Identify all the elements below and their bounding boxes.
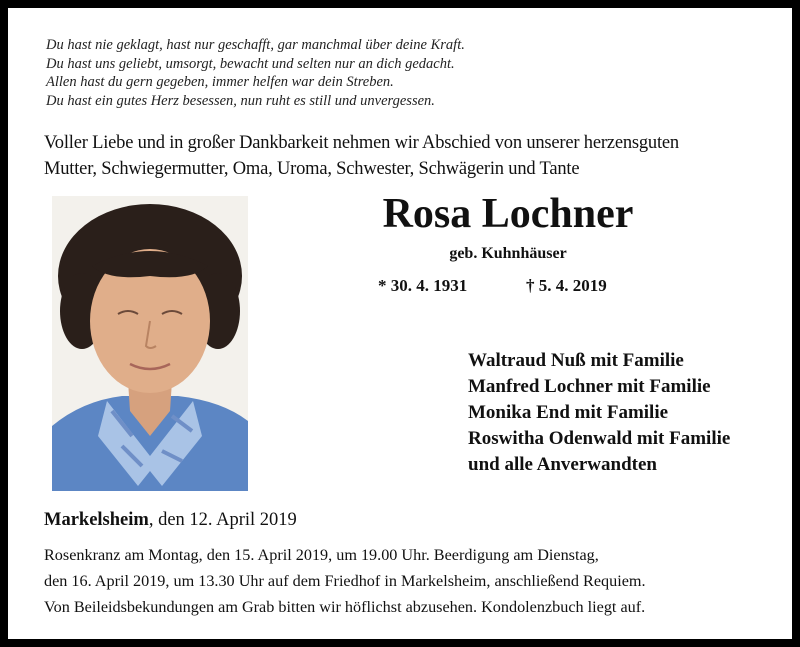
mourners-list: [468, 348, 730, 478]
obituary-notice: [8, 8, 792, 639]
notice-date: , den 12. April 2019: [148, 510, 297, 530]
portrait-photo: [52, 196, 248, 491]
place-date-line: [44, 510, 297, 531]
details-line: Von Beileidsbekundungen am Grab bitten wir höflichst abzusehen. Kondolenzbuch liegt auf.: [44, 598, 646, 616]
intro-line: Voller Liebe und in großer Dankbarkeit nehmen wir Abschied von unserer herzensguten: [44, 133, 679, 153]
poem-line: Du hast nie geklagt, hast nur geschafft, gar manchmal über deine Kraft.: [46, 37, 465, 53]
mourner-item: und alle Anverwandten: [468, 454, 657, 475]
mourner-item: Monika End mit Familie: [468, 402, 669, 423]
place-name: Markelsheim: [44, 510, 149, 530]
intro-text: [44, 130, 679, 182]
poem-line: Du hast ein gutes Herz besessen, nun ruht es still und unvergessen.: [46, 92, 435, 109]
mourner-item: Roswitha Odenwald mit Familie: [468, 428, 731, 449]
details-line: den 16. April 2019, um 13.30 Uhr auf dem Friedhof in Markelsheim, anschließend Requiem.: [44, 572, 646, 590]
poem-line: Du hast uns geliebt, umsorgt, bewacht und selten nur an dich gedacht.: [46, 55, 455, 72]
deceased-name: Rosa Lochner: [382, 191, 634, 237]
mourner-item: Waltraud Nuß mit Familie: [468, 350, 684, 371]
service-details: [44, 542, 646, 620]
maiden-name: geb. Kuhnhäuser: [449, 245, 567, 262]
mourner-item: Manfred Lochner mit Familie: [468, 376, 711, 397]
birth-date: * 30. 4. 1931: [378, 276, 468, 295]
death-date: † 5. 4. 2019: [526, 276, 607, 295]
intro-line: Mutter, Schwiegermutter, Oma, Uroma, Schwester, Schwägerin und Tante: [44, 159, 580, 179]
details-line: Rosenkranz am Montag, den 15. April 2019, um 19.00 Uhr. Beerdigung am Dienstag,: [44, 546, 599, 564]
poem-line: Allen hast du gern gegeben, immer helfen war dein Streben.: [46, 74, 394, 90]
poem: [46, 36, 465, 110]
portrait-image: [52, 196, 248, 491]
